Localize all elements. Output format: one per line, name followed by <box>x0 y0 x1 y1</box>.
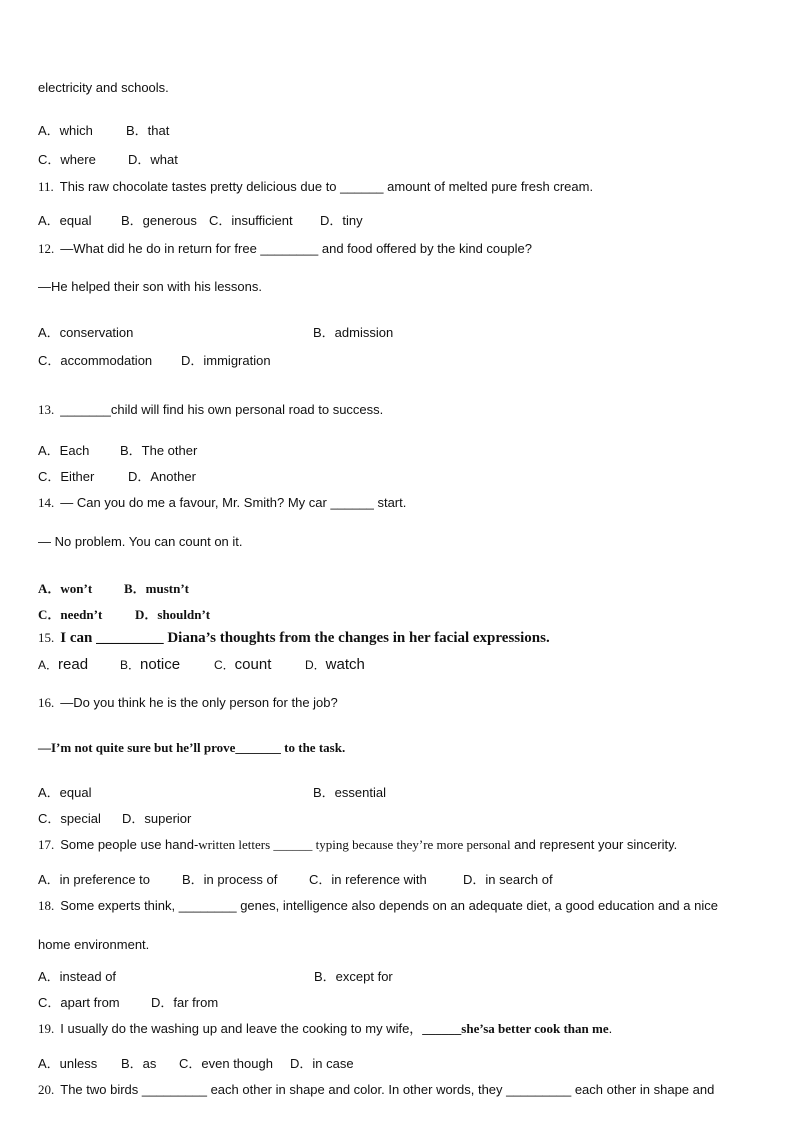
question-number: 12. <box>38 241 55 256</box>
q14-option-c: C．needn’t <box>38 607 103 622</box>
question-16-reply: —I’m not quite sure but he’ll prove_______ to the task. <box>38 740 346 755</box>
question-number: 15. <box>38 630 55 645</box>
question-text: — Can you do me a favour, Mr. Smith? My car ______ start. <box>60 495 407 510</box>
q12-option-b: B．admission <box>313 325 394 340</box>
question-text: I can _________ Diana’s thoughts from the changes in her facial expressions. <box>60 630 550 646</box>
q15-option-d <box>305 657 365 673</box>
question-14-reply: — No problem. You can count on it. <box>38 534 243 549</box>
q14-option-d: D．shouldn’t <box>135 607 211 622</box>
q15-option-a <box>38 657 88 673</box>
question-text-part1: Some people use hand- <box>60 837 199 852</box>
q13-option-d: D．Another <box>128 469 196 484</box>
question-text-part1: I usually do the washing up and leave the cooking to my wife， <box>60 1021 423 1036</box>
question-text-part2: ______she’sa better cook than me <box>422 1021 609 1036</box>
question-text: —Do you think he is the only person for the job? <box>60 695 338 710</box>
question-number: 11. <box>38 179 54 194</box>
option-letter: A． <box>38 658 59 672</box>
question-number: 14. <box>38 495 55 510</box>
q10-option-d: D．what <box>128 152 178 167</box>
q10-option-b: B．that <box>126 123 170 138</box>
question-12-reply: —He helped their son with his lessons. <box>38 279 263 294</box>
q14-option-b: B．mustn’t <box>124 581 190 596</box>
q14-option-a: A．won’t <box>38 581 93 596</box>
q13-option-c: C．Either <box>38 469 95 484</box>
q12-option-d: D．immigration <box>181 353 271 368</box>
q15-option-b <box>120 657 180 673</box>
question-text-part2: written letters ______ typing because they’re more personal <box>198 837 511 852</box>
q17-option-d: D．in search of <box>463 872 553 887</box>
q10-option-a: A．which <box>38 123 93 138</box>
q18-option-c: C．apart from <box>38 995 120 1010</box>
q17-option-b: B．in process of <box>182 872 278 887</box>
q10-option-c: C．where <box>38 152 96 167</box>
q19-option-a: A．unless <box>38 1056 98 1071</box>
q12-option-a: A．conservation <box>38 325 134 340</box>
question-text: _______child will find his own personal road to success. <box>60 402 384 417</box>
question-text: —What did he do in return for free ________ and food offered by the kind couple? <box>60 241 532 256</box>
question-20 <box>38 1082 714 1098</box>
question-text: This raw chocolate tastes pretty delicious due to ______ amount of melted pure fresh cream. <box>59 179 594 194</box>
question-number: 18. <box>38 898 55 913</box>
question-number: 19. <box>38 1021 55 1036</box>
q18-option-a: A．instead of <box>38 969 117 984</box>
q16-option-c: C．special <box>38 811 101 826</box>
option-word: watch <box>325 656 365 673</box>
option-letter: D． <box>305 658 326 672</box>
question-17 <box>38 837 677 853</box>
question-12 <box>38 241 532 257</box>
question-text: The two birds _________ each other in shape and color. In other words, they _________ each other in shape and <box>60 1082 715 1097</box>
question-18 <box>38 898 718 914</box>
question-18-continuation: home environment. <box>38 937 150 952</box>
question-16 <box>38 695 338 711</box>
q19-option-d: D．in case <box>290 1056 354 1071</box>
question-14 <box>38 495 406 511</box>
option-word: notice <box>140 656 181 673</box>
question-number: 20. <box>38 1082 55 1097</box>
option-word: count <box>234 656 272 673</box>
q17-option-a: A．in preference to <box>38 872 151 887</box>
q13-option-b: B．The other <box>120 443 198 458</box>
question-text-part3: . <box>608 1021 613 1036</box>
q13-option-a: A．Each <box>38 443 90 458</box>
q15-option-c <box>214 657 271 673</box>
q11-option-b: B．generous <box>121 213 197 228</box>
question-13 <box>38 402 383 418</box>
question-number: 16. <box>38 695 55 710</box>
q16-option-b: B．essential <box>313 785 386 800</box>
q19-option-b: B．as <box>121 1056 157 1071</box>
question-11 <box>38 179 593 195</box>
q16-option-d: D．superior <box>122 811 192 826</box>
question-15 <box>38 630 550 646</box>
q12-option-c: C．accommodation <box>38 353 153 368</box>
q16-option-a: A．equal <box>38 785 92 800</box>
q11-option-a: A．equal <box>38 213 92 228</box>
q19-option-c: C．even though <box>179 1056 273 1071</box>
option-letter: B． <box>120 658 141 672</box>
question-10-continuation: electricity and schools. <box>38 80 169 95</box>
q11-option-c: C．insufficient <box>209 213 293 228</box>
q18-option-d: D．far from <box>151 995 219 1010</box>
option-letter: C． <box>214 658 235 672</box>
question-19 <box>38 1021 612 1037</box>
q17-option-c: C．in reference with <box>309 872 427 887</box>
question-number: 13. <box>38 402 55 417</box>
question-number: 17. <box>38 837 55 852</box>
question-text: Some experts think, ________ genes, intelligence also depends on an adequate diet, a good education and a nice <box>60 898 718 913</box>
q18-option-b: B．except for <box>314 969 393 984</box>
question-text-part3: and represent your sincerity. <box>510 837 678 852</box>
option-word: read <box>58 656 89 673</box>
q11-option-d: D．tiny <box>320 213 363 228</box>
